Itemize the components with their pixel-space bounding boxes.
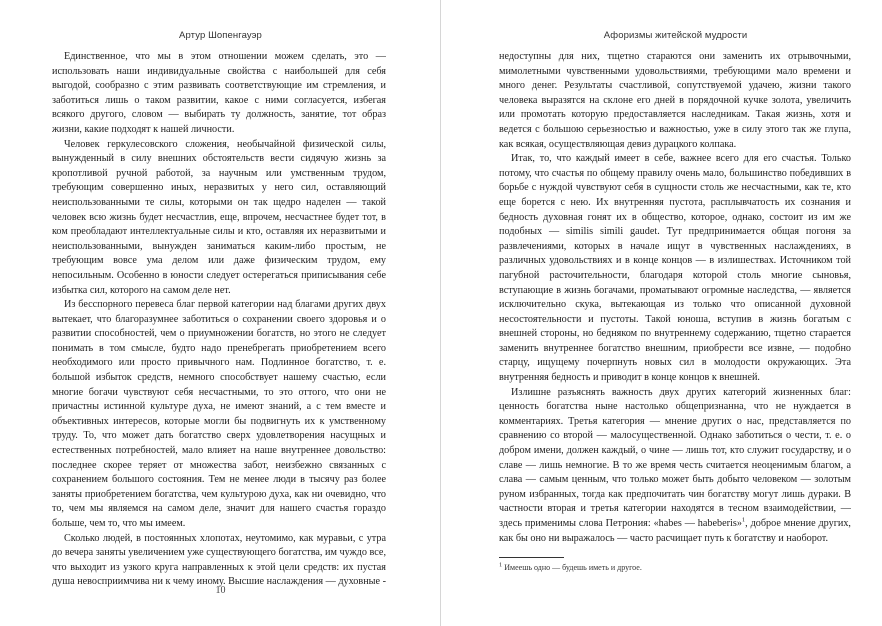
paragraph: Итак, то, что каждый имеет в себе, важнее всего для его счастья. Только потому, что счастья по общему правилу очень мало, большинство победивших в борьбе с нуждой чувствуют себя в сущности столь же несчастными, как те, кто еще борется с нею. Их внутренняя пустота, расплывчатость их сознания и бедность духовная гонят их в общество, которое, однако, состоит из им же подобных — similis simili gaudet. Тут предпринимается общая погоня за развлечениями, которых в начале ищут в чувственных наслаждениях, в различных удовольствиях и в конце концов — в излишествах. Источником той пагубной расточительности, благодаря которой столь многие сыновья, вступающие в жизнь богачами, проматывают огромные наследства, — является исключительно скука, вытекающая из только что описанной духовной несостоятельности и пустоты. Такой юноша, вступив в жизнь богатым с внешней стороны, но бедняком по внутреннему содержанию, тщетно старается заменить внутреннее богатство внешним, приобрести все извне, — подобно старцу, ищущему почерпнуть новых сил в молодости окружающих. Эта внутренняя бедность и приводит в конце концов к внешней.: [499, 153, 851, 384]
footnote-rule: [499, 557, 564, 558]
paragraph: Из бесспорного перевеса благ первой категории над благами других двух вытекает, что благоразумнее заботиться о сохранении своего здоровья и о развитии способностей, чем о приумножении богатств, но этого не следует понимать в том смысле, будто надо пренебрегать приобретением всего необходимого или просто привычного нам. Подлинное богатство, т. е. большой избыток средств, немного способствует нашему счастью, если многие богачи чувствуют себя несчастными, то это оттого, что они не причастны истинной культуре духа, не имеют знаний, а с тем вместе и объективных интересов, которые могли бы подвигнуть их к умственному труду. То, что может дать богатство сверх удовлетворения насущных и естественных потребностей, мало влияет на наше внутреннее довольство: последнее скорее теряет от множества забот, неизбежно связанных с сохранением большого состояния. Тем не менее люди в тысячу раз более заняты приобретением богатства, чем культурою духа, как ни очевидно, что то, чем мы являемся на самом деле, значит для нашего счастья гораздо больше, чем то, что мы имеем.: [52, 299, 386, 529]
paragraph: Человек геркулесовского сложения, необычайной физической силы, вынужденный в силу внешних обстоятельств вести сидячую жизнь за кропотливой ручной работой, за научным или умственным трудом, требующим совершенно иных, неразвитых у него сил, оставляющий неиспользованными те силы, которыми он так щедро наделен — такой человек всю жизнь будет несчастлив, еще, впрочем, несчастнее будет тот, в ком преобладают интеллектуальные силы и кто, оставляя их неразвитыми и неиспользованными, вынужден заниматься каким-либо простым, не требующим вовсе ума делом или даже физическим трудом, ему непосильным. Особенно в юности следует остерегаться приписывания себе избытка сил, которого на самом деле нет.: [52, 138, 386, 296]
paragraph: Сколько людей, в постоянных хлопотах, неутомимо, как муравьи, с утра до вечера заняты увеличением уже существующего богатства, им чуждо все, что выходит из узкого круга направленных к этой цели средств: их пустая душа невосприимчива ни к чему иному. Высшие наслаждения — духовные -: [52, 532, 386, 588]
right-page: [441, 0, 882, 626]
paragraph: [499, 386, 851, 547]
paragraph-text: , доброе мнение других, как бы оно ни выражалось — часто расчищает путь к богатству и наоборот.: [499, 518, 851, 544]
left-page-body: [52, 50, 386, 590]
running-head-title: Афоризмы житейской мудрости: [603, 30, 748, 41]
paragraph-text: Излишне разъяснять важность двух других категорий жизненных благ: ценность богатства ныне настолько общепризнанна, что не нуждается в комментариях. Третья категория — мнение других о нас, представляется по сравнению со второй — малосущественной. Однако заботиться о чести, т. е. о добром имени, должен каждый, о чине — лишь тот, кто служит государству, и о славе — лишь немногие. В то же время честь считается неоценимым благом, а слава — самым ценным, что только может быть добыто человеком — золотым руном избранных, тогда как предпочитать чин богатству могут лишь дураки. В частности вторая и третья категории находятся в тесном взаимодействии, — здесь применимы слова Петрония: «habes — habeberis»: [499, 386, 851, 529]
running-head-author: Артур Шопенгауэр: [179, 30, 262, 41]
footnote-reference[interactable]: 1: [741, 516, 746, 524]
right-page-body: [499, 50, 851, 546]
page-number: 10: [215, 585, 226, 596]
paragraph: Единственное, что мы в этом отношении можем сделать, это — использовать наши индивидуальные свойства с наибольшей для себя выгодой, сообразно с этим развивать соответствующие им стремления, и заботиться лишь о таком развитии, какое с ними согласуется, избегая всякого другого, словом — выбирать ту должность, занятие, тот образ жизни, какие подходят к нашей личности.: [52, 51, 386, 135]
paragraph-continued: недоступны для них, тщетно стараются они заменить их отрывочными, мимолетными чувственными удовольствиями, требующими мало времени и много денег. Результаты счастливой, сопутствуемой удачею, жизни такого человека выразятся на склоне его дней в порядочной кучке золота, увеличить или промотать которую предоставляется наследникам. Такая жизнь, хотя и ведется с большою серьезностью и важностью, уже в силу этого так же глупа, как всякая, осуществляющая девиз дурацкого колпака.: [499, 51, 851, 150]
footnote-marker: 1: [499, 561, 503, 569]
footnote: [499, 562, 851, 573]
footnote-text: Имеешь одно — будешь иметь и другое.: [504, 563, 642, 572]
